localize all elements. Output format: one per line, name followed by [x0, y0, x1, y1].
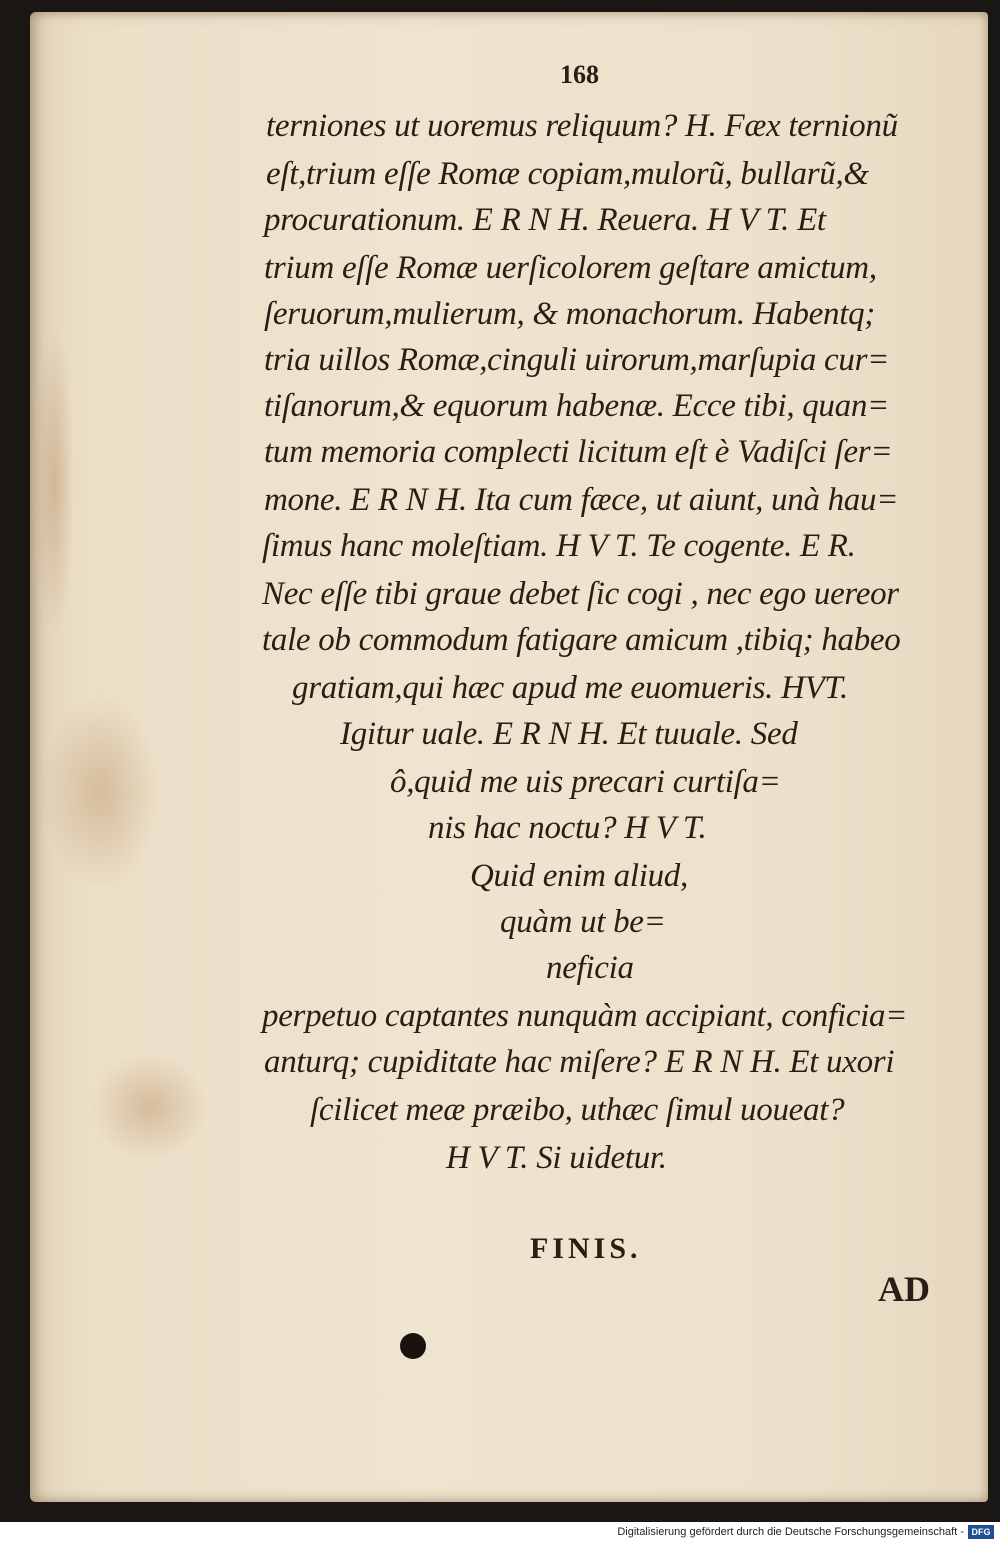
text-line: eſt,trium eſſe Romæ copiam,mulorũ, bullarũ,& — [266, 156, 869, 192]
dfg-logo: DFG — [968, 1525, 994, 1539]
text-line: ô,quid me uis precari curtiſa= — [390, 764, 781, 800]
water-stain — [40, 692, 160, 892]
text-line: mone. E R N H. Ita cum fæce, ut aiunt, unà hau= — [264, 482, 899, 518]
ink-dot — [400, 1333, 426, 1359]
finis-heading: FINIS. — [530, 1232, 642, 1265]
text-line: perpetuo captantes nunquàm accipiant, conficia= — [262, 998, 908, 1034]
text-line: ſimus hanc moleſtiam. H V T. Te cogente. E R. — [262, 528, 856, 564]
footer-credit: Digitalisierung gefördert durch die Deutsche Forschungsgemeinschaft - — [617, 1526, 964, 1538]
text-line: trium eſſe Romæ uerſicolorem geſtare amictum, — [264, 250, 877, 286]
text-line: tum memoria complecti licitum eſt è Vadiſci ſer= — [264, 434, 893, 470]
text-line: tale ob commodum fatigare amicum ,tibiq; habeo — [262, 622, 901, 658]
text-line: ſeruorum,mulierum, & monachorum. Habentq; — [264, 296, 875, 332]
text-line: Quid enim aliud, — [470, 858, 688, 894]
text-line: ſcilicet meæ præibo, uthæc ſimul uoueat? — [310, 1092, 845, 1128]
text-line: anturq; cupiditate hac miſere? E R N H. Et uxori — [264, 1044, 895, 1080]
text-line: nis hac noctu? H V T. — [428, 810, 707, 846]
text-line: procurationum. E R N H. Reuera. H V T. Et — [264, 202, 826, 238]
text-line: quàm ut be= — [500, 904, 666, 940]
catchword: AD — [878, 1269, 930, 1309]
water-stain — [34, 322, 74, 642]
footer-bar — [0, 1522, 1000, 1542]
text-line: neficia — [546, 950, 634, 986]
text-line: tiſanorum,& equorum habenæ. Ecce tibi, quan= — [264, 388, 889, 424]
text-line: Igitur uale. E R N H. Et tuuale. Sed — [340, 716, 798, 752]
page-number: 168 — [560, 60, 599, 89]
text-line: terniones ut uoremus reliquum? H. Fæx ternionũ — [266, 108, 898, 144]
text-line: gratiam,qui hæc apud me euomueris. HVT. — [292, 670, 848, 706]
water-stain — [90, 1052, 210, 1162]
text-line: H V T. Si uidetur. — [446, 1140, 667, 1176]
text-line: tria uillos Romæ,cinguli uirorum,marſupia cur= — [264, 342, 890, 378]
text-line: Nec eſſe tibi graue debet ſic cogi , nec ego uereor — [262, 576, 899, 612]
